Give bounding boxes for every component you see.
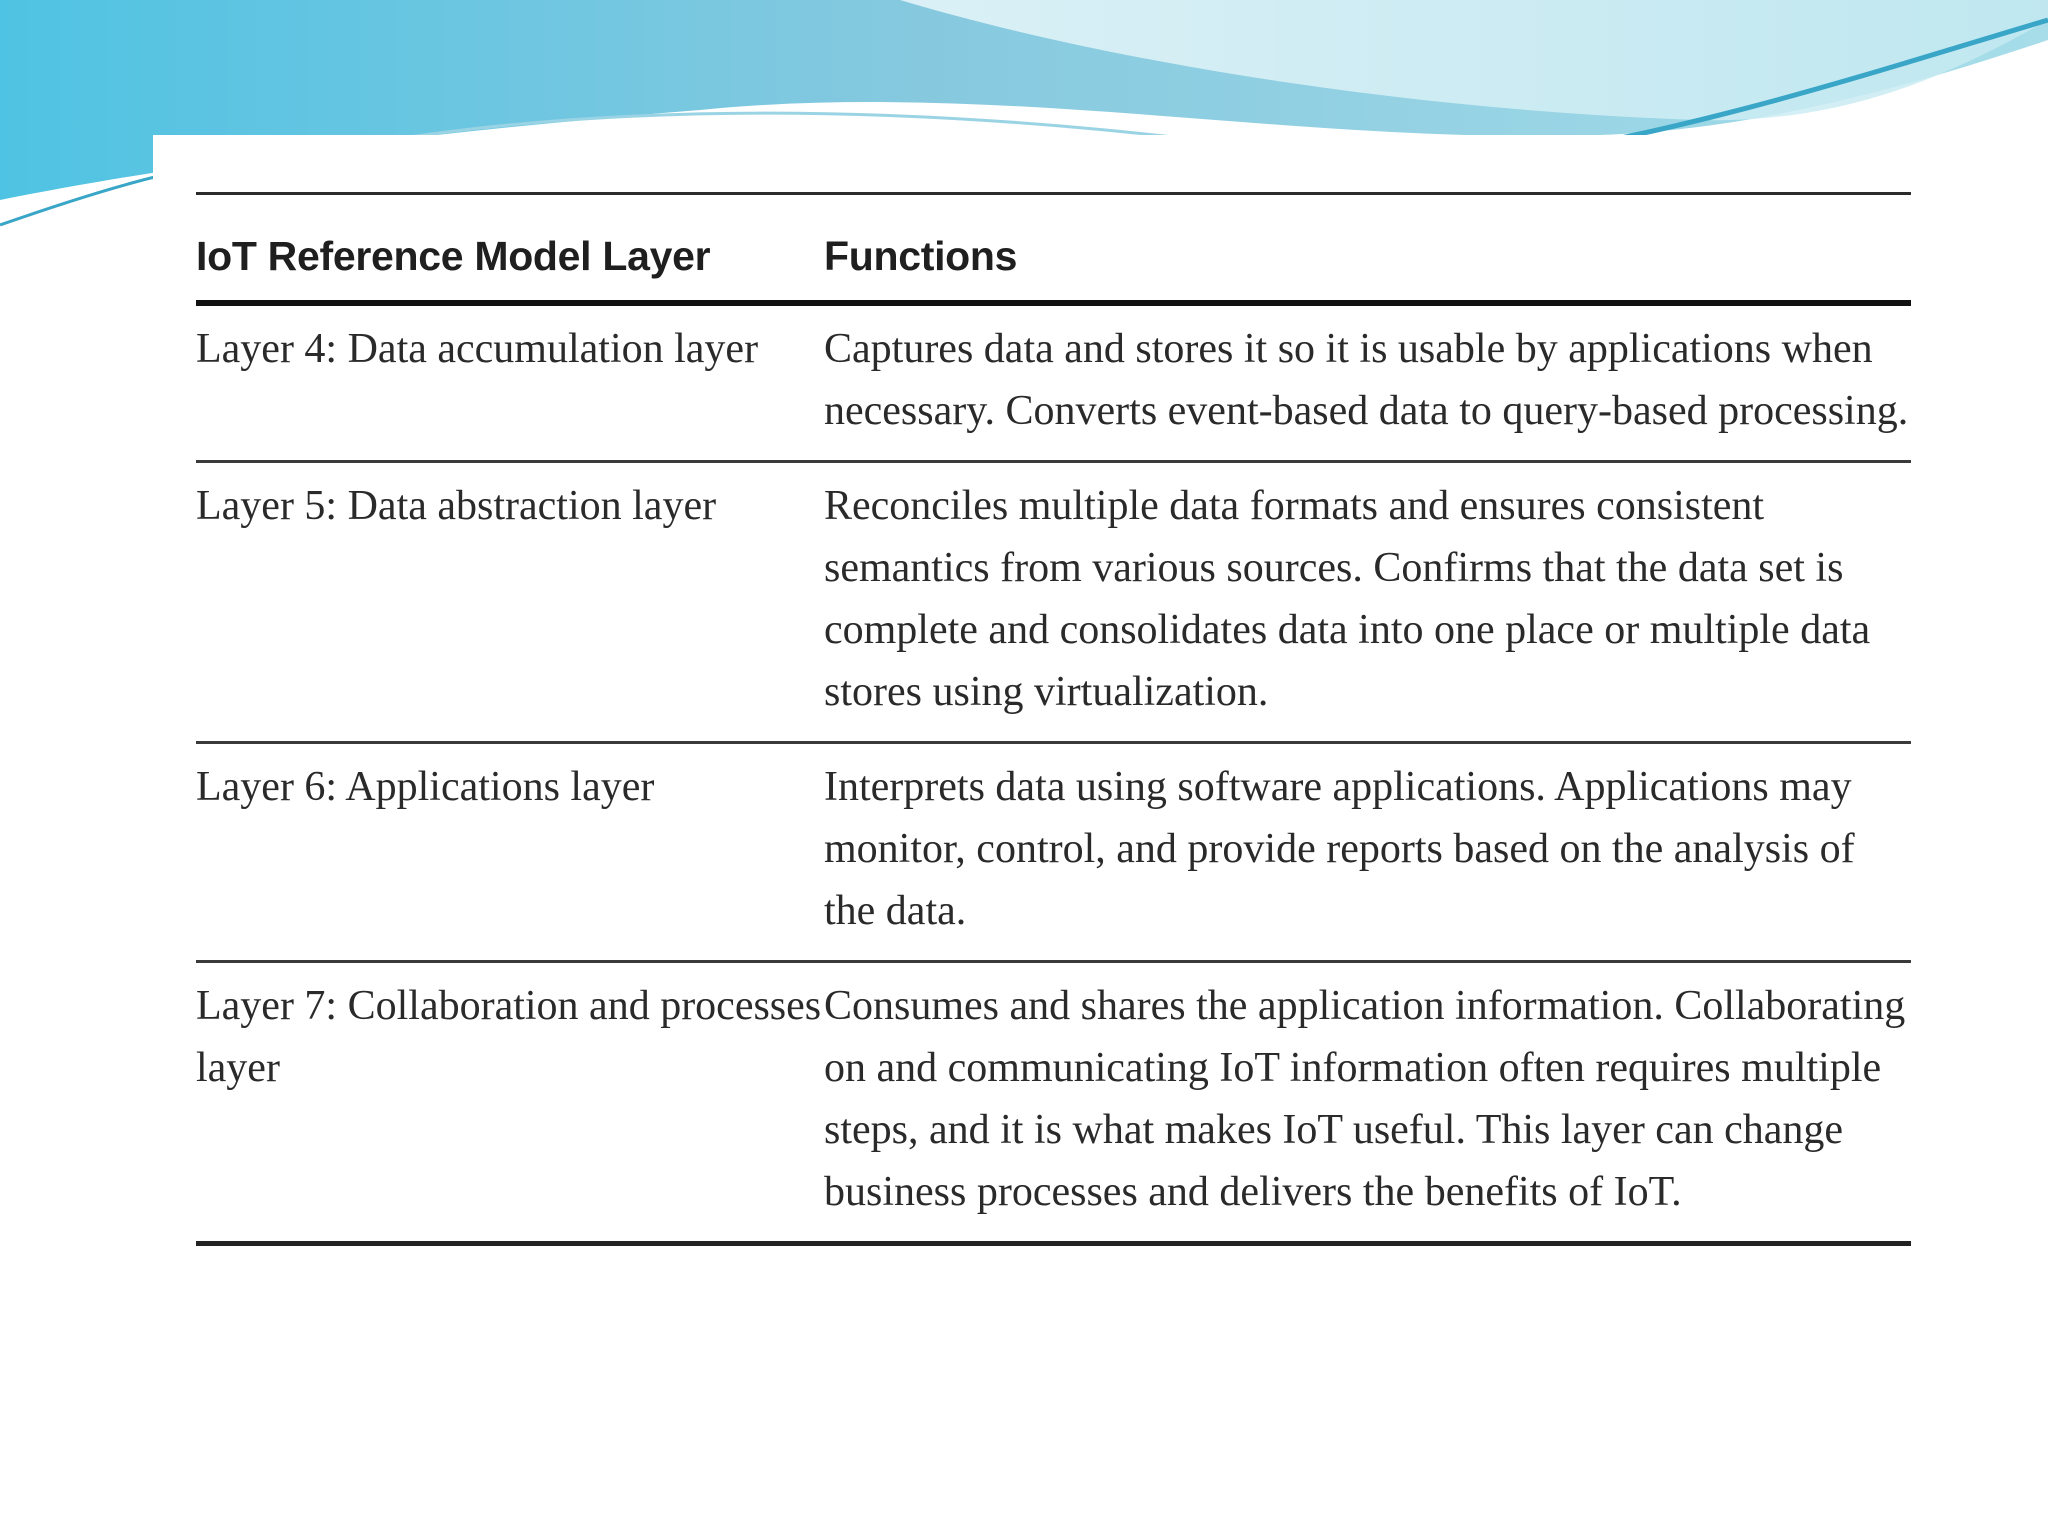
layer-cell: Layer 6: Applications layer [196,764,655,810]
header-layer: IoT Reference Model Layer [196,233,711,279]
functions-cell: Interprets data using software applications. Applications may monitor, control, and provide reports based on the analysis of the data. [824,764,1855,934]
layer-cell: Layer 7: Collaboration and processes layer [196,983,822,1091]
functions-cell: Consumes and shares the application information. Collaborating on and communicating IoT information often requires multiple steps, and it is what makes IoT useful. This layer can change business processes and delivers the benefits of IoT. [824,983,1906,1215]
table-card [153,135,1931,1345]
layer-cell: Layer 4: Data accumulation layer [196,326,759,372]
table-row [196,303,1911,462]
table-row [196,462,1911,743]
table-row [196,743,1911,962]
functions-cell: Reconciles multiple data formats and ensures consistent semantics from various sources. Confirms that the data set is complete and consolidates data into one place or multiple data stores using virtualization. [824,483,1871,715]
header-functions: Functions [824,233,1018,279]
table-header-row [196,194,1911,304]
layer-cell: Layer 5: Data abstraction layer [196,483,717,529]
table-row [196,962,1911,1244]
iot-reference-model-table [196,192,1911,1246]
functions-cell: Captures data and stores it so it is usable by applications when necessary. Converts event-based data to query-based processing. [824,326,1909,434]
